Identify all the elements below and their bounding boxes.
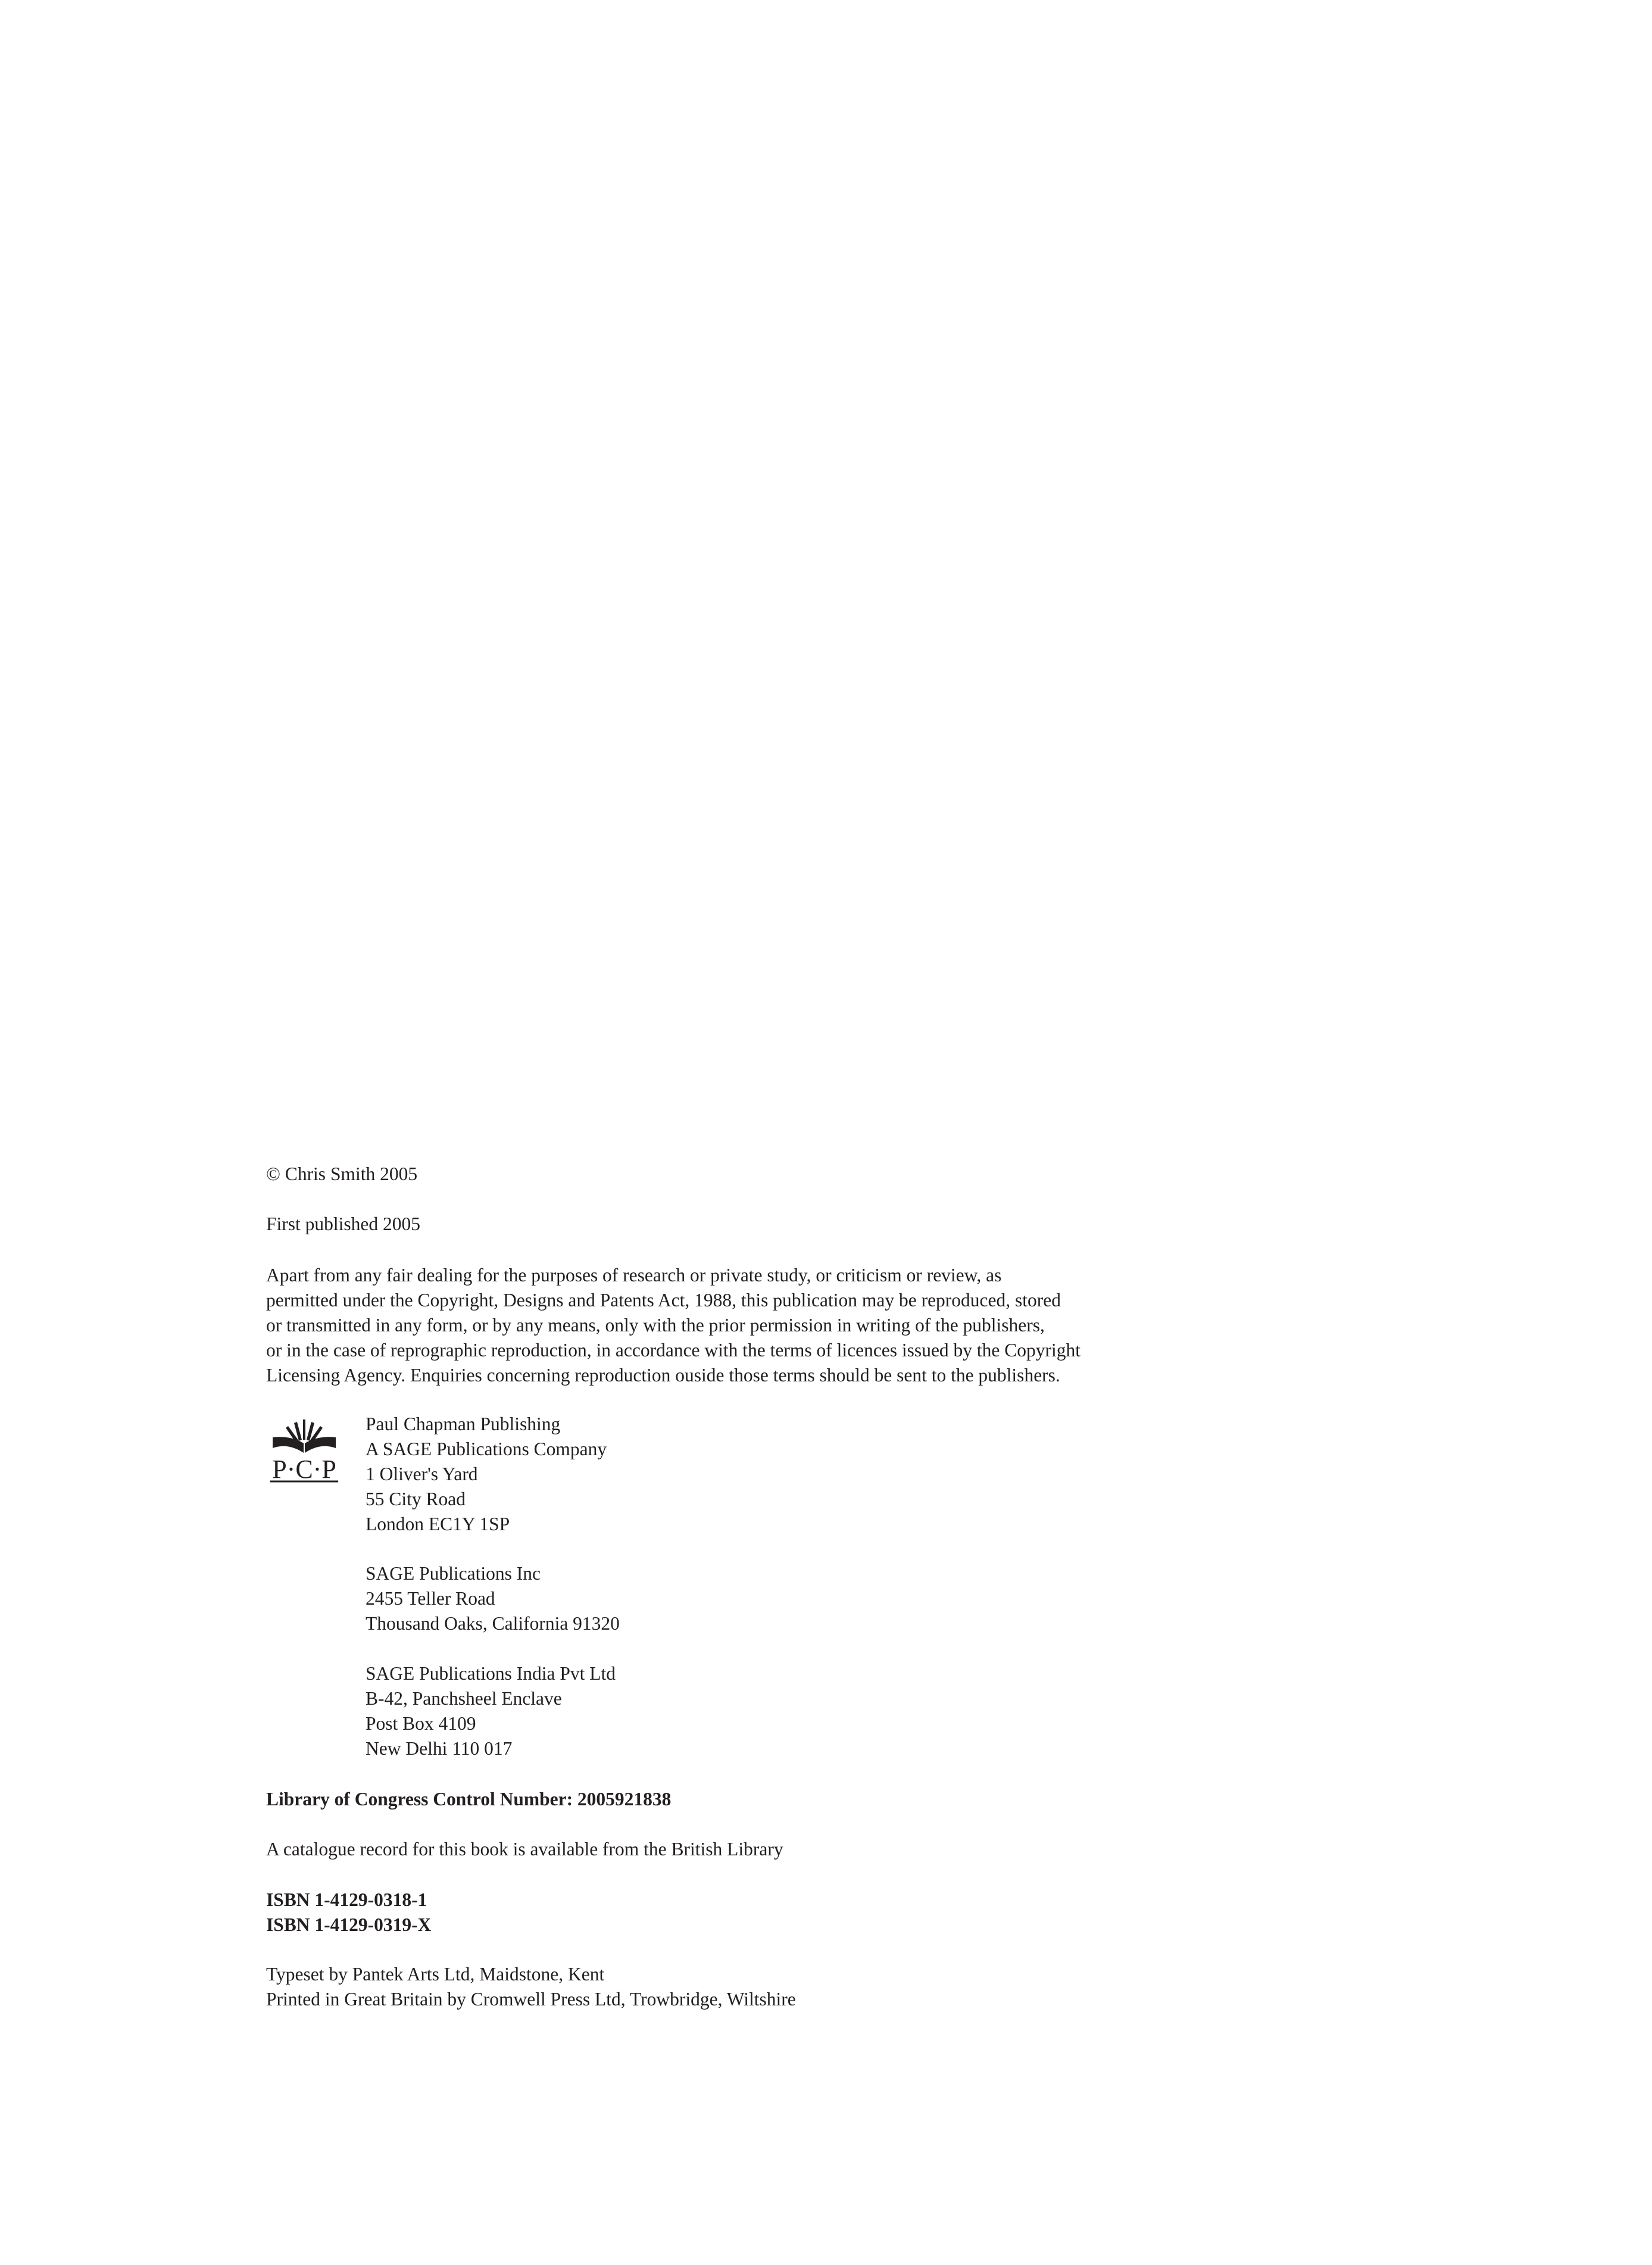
first-published-line: First published 2005 [266, 1213, 421, 1234]
address-line: New Delhi 110 017 [366, 1738, 513, 1759]
rights-line: or transmitted in any form, or by any means, only with the prior permission in writing of the publishers, [266, 1315, 1045, 1336]
isbn-line: ISBN 1-4129-0318-1 [266, 1889, 427, 1910]
address-line: 1 Oliver's Yard [366, 1464, 478, 1484]
address-line: 2455 Teller Road [366, 1588, 495, 1609]
address-line: A SAGE Publications Company [366, 1439, 607, 1459]
catalogue-line: A catalogue record for this book is available from the British Library [266, 1839, 783, 1860]
logo-text: P·C·P [272, 1455, 336, 1484]
printing-line: Printed in Great Britain by Cromwell Press Ltd, Trowbridge, Wiltshire [266, 1989, 796, 2010]
rights-line: Licensing Agency. Enquiries concerning reproduction ouside those terms should be sent to the publishers. [266, 1365, 1060, 1386]
open-book-icon [269, 1419, 339, 1485]
address-line: Thousand Oaks, California 91320 [366, 1613, 620, 1634]
printing-line: Typeset by Pantek Arts Ltd, Maidstone, Kent [266, 1964, 605, 1985]
isbn-line: ISBN 1-4129-0319-X [266, 1914, 432, 1935]
printing-notice [266, 1962, 796, 2012]
copyright-notice [266, 1162, 417, 1187]
address-us [366, 1561, 620, 1636]
address-pcp [366, 1412, 607, 1537]
isbn-block [266, 1887, 431, 1938]
rights-line: or in the case of reprographic reproduction, in accordance with the terms of licences issued by the Copyright [266, 1340, 1081, 1361]
first-published-notice [266, 1212, 420, 1237]
rights-notice [266, 1263, 1080, 1388]
address-line: Paul Chapman Publishing [366, 1414, 561, 1434]
address-line: Post Box 4109 [366, 1713, 476, 1734]
copyright-line: © Chris Smith 2005 [266, 1163, 418, 1184]
address-line: 55 City Road [366, 1489, 466, 1509]
lccn-notice [266, 1787, 671, 1812]
rights-line: permitted under the Copyright, Designs and Patents Act, 1988, this publication may be reproduced, stored [266, 1290, 1061, 1311]
address-line: B-42, Panchsheel Enclave [366, 1688, 562, 1709]
catalogue-record-notice [266, 1837, 783, 1862]
address-line: London EC1Y 1SP [366, 1514, 510, 1534]
address-line: SAGE Publications Inc [366, 1563, 541, 1584]
publisher-logo [269, 1419, 339, 1485]
address-india [366, 1661, 616, 1761]
address-line: SAGE Publications India Pvt Ltd [366, 1663, 616, 1684]
rights-line: Apart from any fair dealing for the purposes of research or private study, or criticism or review, as [266, 1265, 1002, 1286]
lccn-line: Library of Congress Control Number: 2005921838 [266, 1789, 672, 1809]
